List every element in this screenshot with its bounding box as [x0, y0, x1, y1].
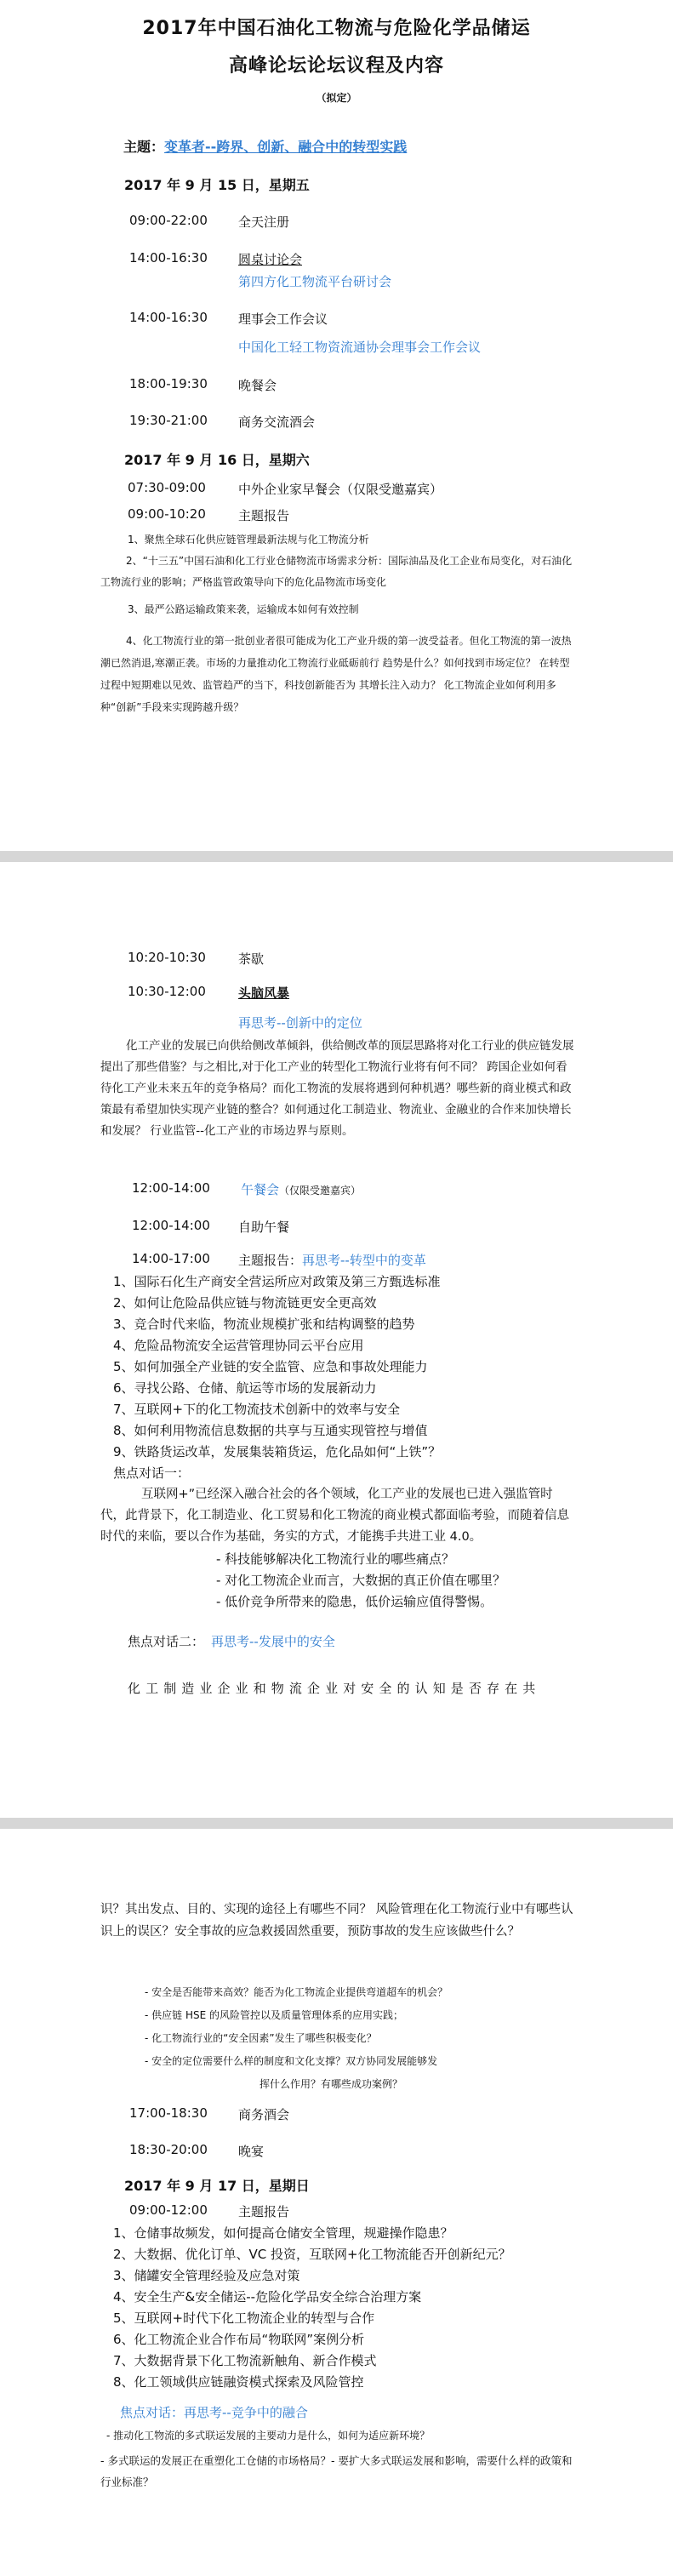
- pm-report-2: 2、如何让危险品供应链与物流链更安全更高效: [113, 1295, 377, 1311]
- day1-time-1: 09:00-22:00: [129, 213, 208, 228]
- pm-report-5: 5、如何加强全产业链的安全监管、应急和事故处理能力: [113, 1359, 428, 1374]
- day3-report-1: 1、仓储事故频发，如何提高仓储安全管理，规避操作隐患？: [113, 2225, 453, 2241]
- storm-event: 头脑风暴: [238, 985, 290, 1001]
- dinner-time: 18:30-20:00: [129, 2142, 208, 2157]
- day1-event-4: 晚餐会: [238, 378, 277, 393]
- focus1-point-1: - 科技能够解决化工物流行业的哪些痛点？: [216, 1551, 455, 1567]
- storm-time: 10:30-12:00: [128, 984, 206, 999]
- day3-report-event: 主题报告: [238, 2204, 290, 2219]
- tea-time: 10:20-10:30: [128, 950, 206, 965]
- day2-breakfast-event: 中外企业家早餐会（仅限受邀嘉宾）: [238, 482, 443, 497]
- pm-report-6: 6、寻找公路、仓储、航运等市场的发展新动力: [113, 1380, 377, 1396]
- pm-time: 14:00-17:00: [132, 1251, 210, 1266]
- focus1-para: 互联网+”已经深入融合社会的各个领域，化工产业的发展也已进入强监管时代，此背景下，化工制造业、化工贸易和化工物流的商业模式都面临考验，而随着信息时代的来临，要以合作为基础，务实的方式，才能携手共进工业 4.0。: [100, 1488, 569, 1544]
- focus2-title: 焦点对话二：: [128, 1634, 205, 1649]
- draft-label: （拟定）: [316, 92, 357, 104]
- doc-title-line2: 高峰论坛论坛议程及内容: [228, 55, 444, 77]
- theme-text: 变革者--跨界、创新、融合中的转型实践: [164, 139, 408, 155]
- day2-report-event: 主题报告: [238, 508, 290, 523]
- page-2: [0, 862, 673, 1818]
- focus2-para-a: 化工制造业企业和物流企业对安全的认知是否存在共: [128, 1681, 541, 1696]
- day3-report-3: 3、储罐安全管理经验及应急对策: [113, 2268, 300, 2283]
- day1-time-5: 19:30-21:00: [129, 413, 208, 428]
- reception-time: 17:00-18:30: [129, 2105, 208, 2121]
- lunch-event: 午餐会: [241, 1182, 280, 1197]
- day2-report-4: 4、化工物流行业的第一批创业者很可能成为化工产业升级的第一波受益者。但化工物流的第一波热潮已然消退,寒潮正袭。市场的力量推动化工物流行业砥砺前行 趋势是什么？如何找到市场定位？ 在转型过程中短期难以见效、监管趋严的当下，科技创新能否为 其增长注入动力？ 化工物流企业如何利用多种“创新”手段来实现跨越升级？: [100, 635, 572, 713]
- day3-date: 2017 年 9 月 17 日，星期日: [124, 2178, 310, 2194]
- day1-date: 2017 年 9 月 15 日，星期五: [124, 177, 310, 193]
- storm-sub: 再思考--创新中的定位: [238, 1015, 362, 1031]
- pm-report-8: 8、如何利用物流信息数据的共享与互通实现管控与增值: [113, 1423, 428, 1438]
- day2-report-time: 09:00-10:20: [128, 506, 206, 522]
- day1-time-2: 14:00-16:30: [129, 250, 208, 266]
- day2-report-2: 2、“十三五”中国石油和化工行业仓储物流市场需求分析：国际油品及化工企业布局变化，对石油化工物流行业的影响；严格监管政策导向下的危化品物流市场变化: [100, 555, 573, 588]
- page-break-1: [0, 851, 673, 862]
- focus3-point-2: - 多式联运的发展正在重塑化工仓储的市场格局？- 要扩大多式联运发展和影响，需要什么样的政策和行业标准？: [100, 2454, 573, 2488]
- focus2-point-3: - 化工物流行业的“安全因素”发生了哪些积极变化？: [145, 2032, 377, 2044]
- focus2-point-2: - 供应链 HSE 的风险管控以及质量管理体系的应用实践；: [145, 2009, 403, 2021]
- day3-report-2: 2、大数据、优化订单、VC 投资，互联网+化工物流能否开创新纪元？: [113, 2247, 511, 2262]
- focus3-title: 焦点对话：: [120, 2405, 185, 2420]
- day1-time-3: 14:00-16:30: [129, 310, 208, 325]
- tea-event: 茶歇: [238, 951, 265, 967]
- pm-event: 主题报告：: [238, 1253, 303, 1268]
- lunch-line: [241, 1180, 361, 1198]
- day3-report-5: 5、互联网+时代下化工物流企业的转型与合作: [113, 2310, 375, 2326]
- focus2-point-1: - 安全是否能带来高效？能否为化工物流企业提供弯道超车的机会？: [145, 1986, 448, 1998]
- day3-report-time: 09:00-12:00: [129, 2202, 208, 2218]
- day1-event-1: 全天注册: [238, 214, 290, 230]
- focus3-blue: 再思考--竞争中的融合: [184, 2405, 308, 2420]
- lunch-time: 12:00-14:00: [132, 1180, 210, 1196]
- buffet-event: 自助午餐: [238, 1219, 290, 1235]
- focus1-point-3: - 低价竞争所带来的隐患，低价运输应值得警惕。: [216, 1594, 493, 1609]
- pm-event-line: [238, 1251, 426, 1269]
- day1-event-2: 圆桌讨论会: [238, 252, 303, 267]
- focus2-point-4: - 安全的定位需要什么样的制度和文化支撑？双方协同发展能够发: [145, 2055, 438, 2067]
- day2-report-3: 3、最严公路运输政策来袭，运输成本如何有效控制: [128, 603, 359, 615]
- day3-report-8: 8、化工领域供应链融资模式探索及风险管控: [113, 2374, 364, 2390]
- focus2-blue: 再思考--发展中的安全: [211, 1634, 335, 1649]
- day3-report-6: 6、化工物流企业合作布局“物联网”案例分析: [113, 2332, 365, 2347]
- pm-event-blue: 再思考--转型中的变革: [302, 1253, 426, 1268]
- day1-event-5: 商务交流酒会: [238, 414, 316, 430]
- page-break-2: [0, 1818, 673, 1829]
- focus1-point-2: - 对化工物流企业而言，大数据的真正价值在哪里？: [216, 1573, 506, 1588]
- day2-report-1: 1、聚焦全球石化供应链管理最新法规与化工物流分析: [128, 534, 369, 545]
- buffet-time: 12:00-14:00: [132, 1218, 210, 1233]
- pm-report-3: 3、竞合时代来临，物流业规模扩张和结构调整的趋势: [113, 1317, 415, 1332]
- day2-breakfast-time: 07:30-09:00: [128, 480, 206, 495]
- page-3: [0, 1829, 673, 2576]
- theme-label: 主题：: [123, 139, 165, 155]
- dinner-event: 晚宴: [238, 2144, 265, 2159]
- pm-report-7: 7、互联网+下的化工物流技术创新中的效率与安全: [113, 1402, 401, 1417]
- pm-report-9: 9、铁路货运改革，发展集装箱货运，危化品如何“上铁”？: [113, 1444, 442, 1459]
- day3-report-4: 4、安全生产&安全储运--危险化学品安全综合治理方案: [113, 2289, 422, 2305]
- page-1: [0, 0, 673, 851]
- day1-event-3: 理事会工作会议: [238, 311, 328, 327]
- pm-report-4: 4、危险品物流安全运营管理协同云平台应用: [113, 1338, 364, 1353]
- storm-para: 化工产业的发展已向供给侧改革倾斜，供给侧改革的顶层思路将对化工行业的供应链发展提出了那些借鉴？与之相比,对于化工产业的转型化工物流行业将有何不同？ 跨国企业如何看待化工产业未来五年的竞争格局？而化工物流的发展将遇到何种机遇？哪些新的商业模式和政策最有希望加快实现产业链的整合？如何通过化工制造业、物流业、金融业的合作来加快增长和发展？ 行业监管--化工产业的市场边界与原则。: [100, 1039, 574, 1138]
- pm-report-1: 1、国际石化生产商安全营运所应对政策及第三方甄选标准: [113, 1274, 441, 1289]
- focus3-line: [120, 2403, 308, 2421]
- focus2-point-5: 挥什么作用？有哪些成功案例？: [260, 2078, 403, 2090]
- reception-event: 商务酒会: [238, 2107, 290, 2122]
- day1-sub-2: 第四方化工物流平台研讨会: [238, 274, 392, 289]
- focus2-para-b: 识？其出发点、目的、实现的途径上有哪些不同？ 风险管理在化工物流行业中有哪些认识上的误区？安全事故的应急救援固然重要，预防事故的发生应该做些什么？: [100, 1903, 573, 1939]
- focus1-title: 焦点对话一：: [113, 1465, 191, 1481]
- focus2-line: [128, 1632, 335, 1650]
- day2-date: 2017 年 9 月 16 日，星期六: [124, 452, 310, 468]
- lunch-note: （仅限受邀嘉宾）: [279, 1185, 362, 1197]
- doc-title-line1: 2017年中国石油化工物流与危险化学品储运: [142, 18, 531, 39]
- focus3-point-1: - 推动化工物流的多式联运发展的主要动力是什么，如何为适应新环境？: [106, 2430, 431, 2442]
- theme-line: [123, 136, 407, 156]
- day3-report-7: 7、大数据背景下化工物流新触角、新合作模式: [113, 2353, 377, 2368]
- day1-time-4: 18:00-19:30: [129, 376, 208, 391]
- day1-sub-3: 中国化工轻工物资流通协会理事会工作会议: [238, 340, 482, 355]
